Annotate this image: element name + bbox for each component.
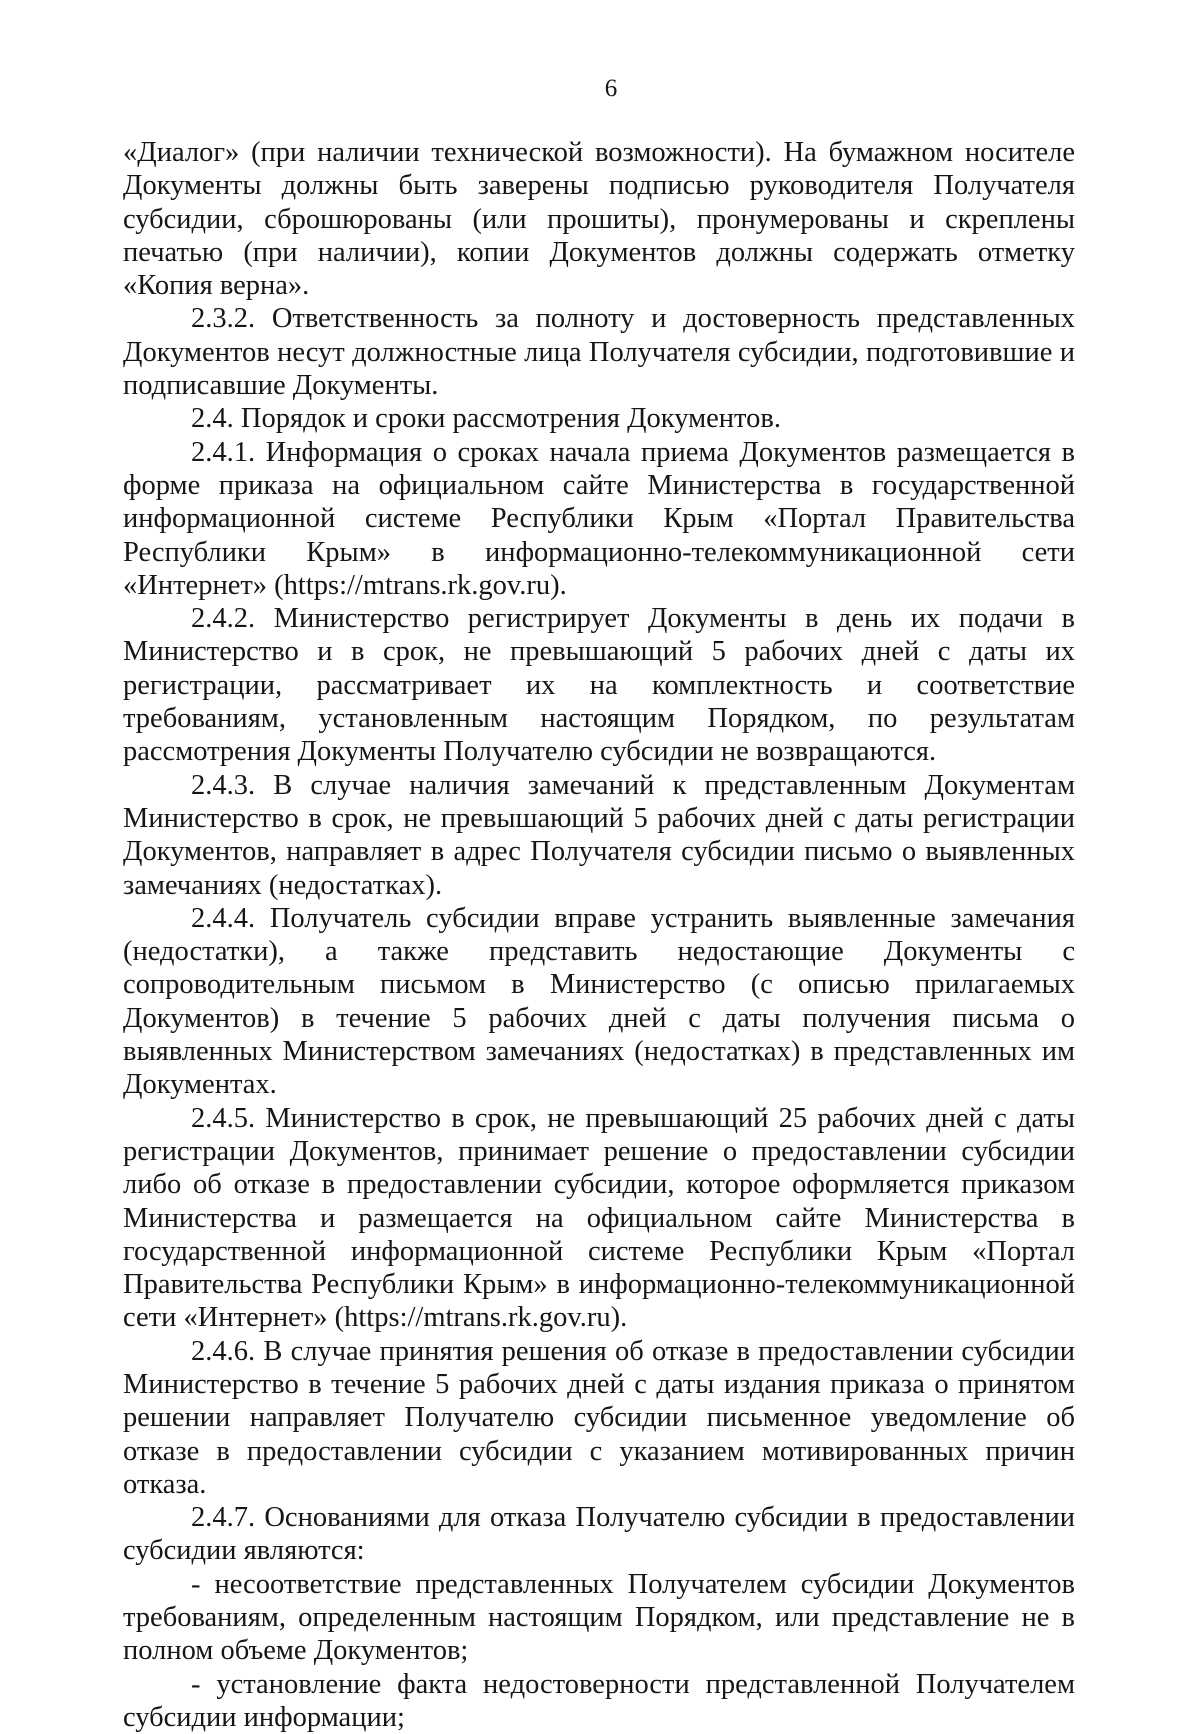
paragraph-2-4-3: 2.4.3. В случае наличия замечаний к представленным Документам Министерство в срок, не превышающий 5 рабочих дней с даты регистрации Документов, направляет в адрес Получателя субсидии письмо о выявленных замечаниях (недостатках).	[123, 769, 1075, 901]
paragraph-2-4-5: 2.4.5. Министерство в срок, не превышающий 25 рабочих дней с даты регистрации Документов, принимает решение о предоставлении субсидии либо об отказе в предоставлении субсидии, которое оформляется приказом Министерства и размещается на официальном сайте Министерства в государственной информационной системе Республики Крым «Портал Правительства Республики Крым» в информационно-телекоммуникационной сети «Интернет» (https://mtrans.rk.gov.ru).	[123, 1102, 1075, 1334]
list-item: - несоответствие представленных Получателем субсидии Документов требованиям, определенным настоящим Порядком, или представление не в полном объеме Документов;	[123, 1568, 1075, 1667]
paragraph-2-4-6: 2.4.6. В случае принятия решения об отказе в предоставлении субсидии Министерство в течение 5 рабочих дней с даты издания приказа о принятом решении направляет Получателю субсидии письменное уведомление об отказе в предоставлении субсидии с указанием мотивированных причин отказа.	[123, 1335, 1075, 1500]
page-number: 6	[604, 75, 618, 102]
paragraph-2-4: 2.4. Порядок и сроки рассмотрения Документов.	[191, 403, 781, 435]
paragraph-2-3-2: 2.3.2. Ответственность за полноту и достоверность представленных Документов несут должностные лица Получателя субсидии, подготовившие и подписавшие Документы.	[123, 303, 1075, 402]
paragraph-2-4-4: 2.4.4. Получатель субсидии вправе устранить выявленные замечания (недостатки), а также представить недостающие Документы с сопроводительным письмом в Министерство (с описью прилагаемых Документов) в течение 5 рабочих дней с даты получения письма о выявленных Министерством замечаниях (недостатках) в представленных им Документах.	[123, 902, 1075, 1101]
document-body	[123, 136, 1075, 1734]
paragraph-2-4-7: 2.4.7. Основаниями для отказа Получателю субсидии в предоставлении субсидии являются:	[123, 1502, 1075, 1567]
paragraph-continuation: «Диалог» (при наличии технической возможности). На бумажном носителе Документы должны быть заверены подписью руководителя Получателя субсидии, сброшюрованы (или прошиты), пронумерованы и скреплены печатью (при наличии), копии Документов должны содержать отметку «Копия верна».	[123, 137, 1075, 302]
paragraph-2-4-1: 2.4.1. Информация о сроках начала приема Документов размещается в форме приказа на официальном сайте Министерства в государственной информационной системе Республики Крым «Портал Правительства Республики Крым» в информационно-телекоммуникационной сети «Интернет» (https://mtrans.rk.gov.ru).	[123, 436, 1075, 601]
paragraph-2-4-2: 2.4.2. Министерство регистрирует Документы в день их подачи в Министерство и в срок, не превышающий 5 рабочих дней с даты их регистрации, рассматривает их на комплектность и соответствие требованиям, установленным настоящим Порядком, по результатам рассмотрения Документы Получателю субсидии не возвращаются.	[123, 603, 1075, 768]
list-item: - установление факта недостоверности представленной Получателем субсидии информации;	[123, 1668, 1075, 1733]
